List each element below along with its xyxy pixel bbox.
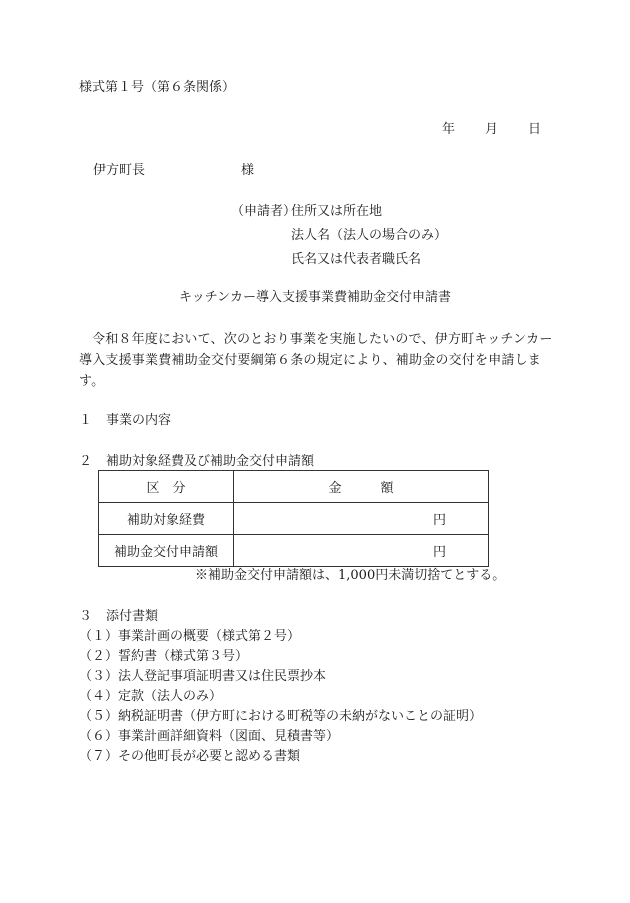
table-row-label: 補助対象経費 <box>99 503 234 535</box>
section-1 <box>79 412 171 430</box>
list-item: （３）法人登記事項証明書又は住民票抄本 <box>79 669 327 684</box>
table-row-amount[interactable]: 円 <box>234 503 489 535</box>
date-year: 年 <box>442 122 456 137</box>
list-item: （６）事業計画詳細資料（図面、見積書等） <box>79 729 340 744</box>
table-row <box>99 535 489 567</box>
section-3-number: ３ <box>79 609 93 624</box>
body-paragraph: 令和８年度において、次のとおり事業を実施したいので、伊方町キッチンカー導入支援事業費補助金交付要綱第６条の規定により、補助金の交付を申請します。 <box>79 332 553 389</box>
attachment-list <box>79 628 482 768</box>
list-item: （４）定款（法人のみ） <box>79 689 223 704</box>
date-line <box>442 121 541 139</box>
applicant-label: （申請者） <box>231 204 297 219</box>
section-2 <box>79 453 314 471</box>
date-month: 月 <box>485 122 499 137</box>
table-header-category: 区 分 <box>99 471 234 503</box>
amount-table <box>98 470 489 567</box>
section-1-number: １ <box>79 413 93 428</box>
document-title: キッチンカー導入支援事業費補助金交付申請書 <box>178 290 452 305</box>
addressee-honorific: 様 <box>241 163 255 178</box>
list-item: （５）納税証明書（伊方町における町税等の未納がないことの証明） <box>79 709 483 724</box>
section-1-title: 事業の内容 <box>106 413 172 428</box>
section-3 <box>79 608 158 626</box>
section-2-title: 補助対象経費及び補助金交付申請額 <box>106 454 315 469</box>
list-item: （２）誓約書（様式第３号） <box>79 649 249 664</box>
table-header-row <box>99 471 489 503</box>
table-header-amount: 金 額 <box>234 471 489 503</box>
table-row-label: 補助金交付申請額 <box>99 535 234 567</box>
addressee <box>93 162 254 180</box>
list-item: （７）その他町長が必要と認める書類 <box>79 749 301 764</box>
applicant-block <box>231 203 447 275</box>
section-2-number: ２ <box>79 454 93 469</box>
list-item: （１）事業計画の概要（様式第２号） <box>79 629 301 644</box>
table-note: ※補助金交付申請額は、1,000円未満切捨てとする。 <box>195 568 506 583</box>
table-row-amount[interactable]: 円 <box>234 535 489 567</box>
section-3-title: 添付書類 <box>106 609 159 624</box>
applicant-corp-name: 法人名（法人の場合のみ） <box>291 228 448 243</box>
applicant-name: 氏名又は代表者職氏名 <box>291 252 422 267</box>
form-number: 様式第１号（第６条関係） <box>79 80 236 95</box>
applicant-address: 住所又は所在地 <box>291 204 383 219</box>
table-row <box>99 503 489 535</box>
addressee-name: 伊方町長 <box>93 163 146 178</box>
date-day: 日 <box>528 122 542 137</box>
